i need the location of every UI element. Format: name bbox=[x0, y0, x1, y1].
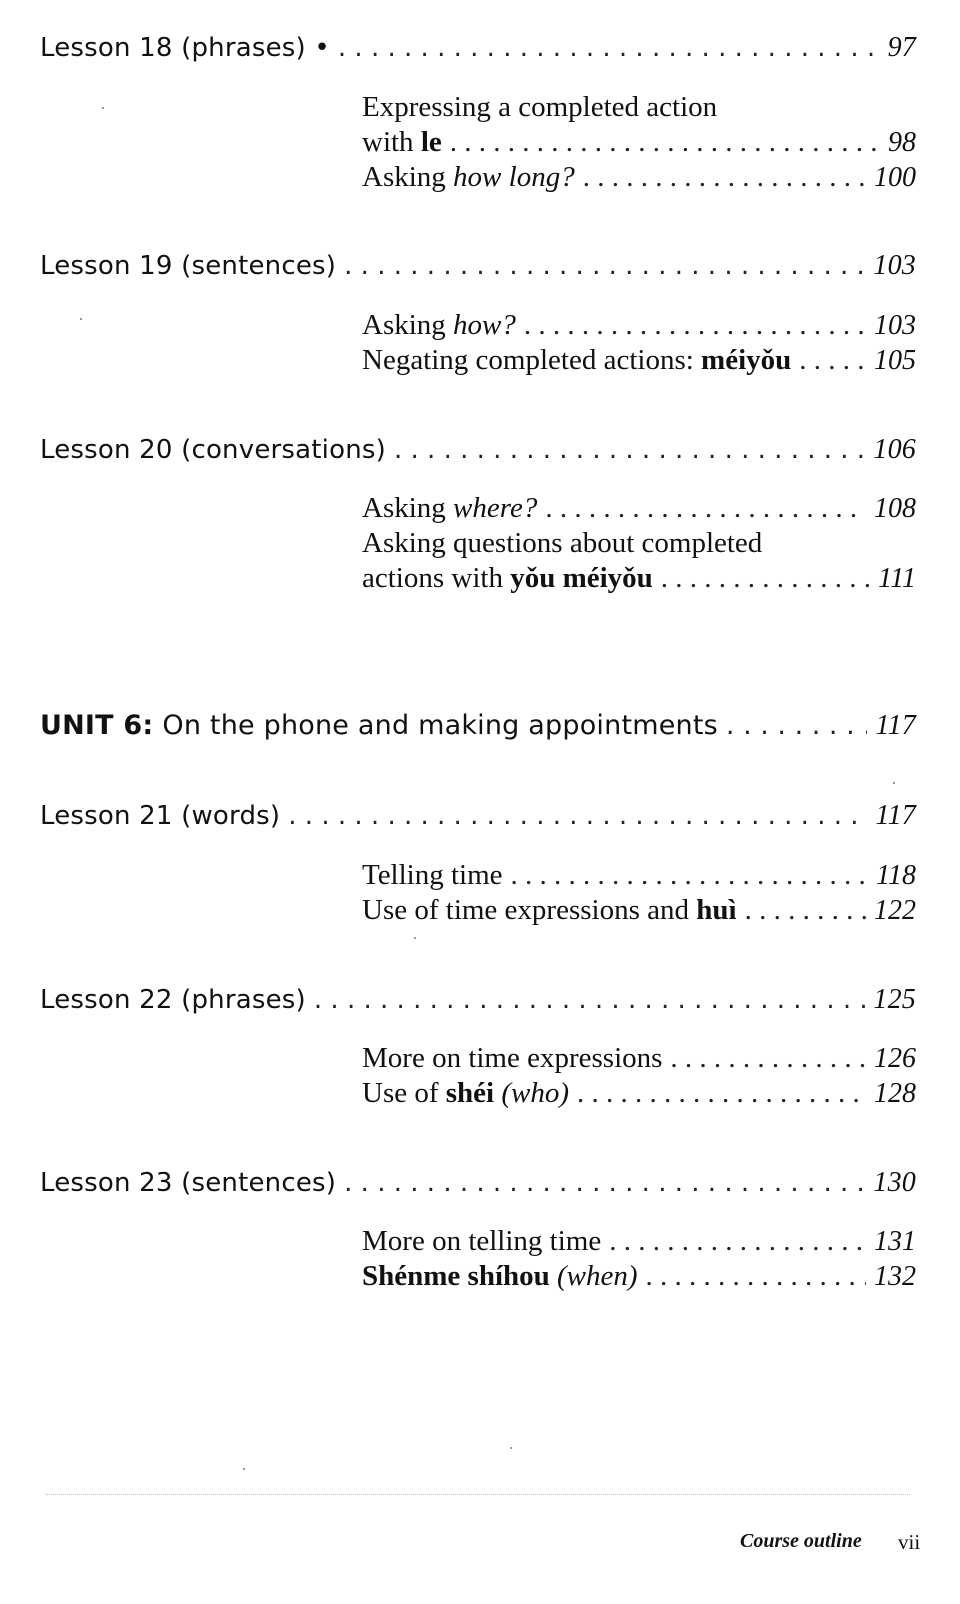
entry-text-pre: Use of bbox=[362, 1077, 446, 1109]
entry-text-bold: yǒu méiyǒu bbox=[510, 562, 653, 594]
entry-text: More on telling time bbox=[362, 1225, 602, 1257]
toc-entry-lesson-21[interactable] bbox=[40, 800, 916, 832]
toc-subentry-more-telling-time[interactable] bbox=[362, 1225, 916, 1258]
entry-text bbox=[362, 126, 442, 159]
page-number: 126 bbox=[874, 1043, 916, 1074]
unit-title: On the phone and making appointments bbox=[162, 710, 718, 741]
dot-leader bbox=[609, 1225, 866, 1258]
footer-rule bbox=[46, 1494, 910, 1495]
page-number: 103 bbox=[873, 250, 916, 281]
toc-subentry-line bbox=[362, 527, 916, 560]
entry-text bbox=[362, 1077, 569, 1110]
toc-subentry-where[interactable] bbox=[362, 492, 916, 525]
page-number: 131 bbox=[874, 1226, 916, 1257]
scan-speck bbox=[102, 107, 104, 109]
dot-leader bbox=[545, 492, 866, 525]
entry-label: Lesson 23 (sentences) bbox=[40, 1168, 337, 1198]
dot-leader bbox=[646, 1260, 866, 1293]
page-number: 128 bbox=[874, 1078, 916, 1109]
entry-text-italic: how long? bbox=[453, 161, 575, 193]
toc-subentry-how-long[interactable] bbox=[362, 161, 916, 194]
dot-leader bbox=[524, 309, 866, 342]
entry-label: Lesson 21 (words) bbox=[40, 801, 281, 831]
dot-leader bbox=[394, 435, 865, 465]
entry-text-bold: huì bbox=[696, 894, 737, 926]
dot-leader bbox=[344, 251, 865, 281]
toc-subentry-shei-who[interactable] bbox=[362, 1077, 916, 1110]
toc-subentry-more-time-expressions[interactable] bbox=[362, 1042, 916, 1075]
toc-entry-lesson-20[interactable] bbox=[40, 434, 916, 466]
entry-text-italic: (when) bbox=[557, 1260, 638, 1292]
entry-label: Lesson 19 (sentences) bbox=[40, 251, 337, 281]
page-number: 106 bbox=[873, 434, 916, 465]
entry-label: Lesson 18 (phrases) • bbox=[40, 33, 330, 63]
toc-subentry-how[interactable] bbox=[362, 309, 916, 342]
page-number: 100 bbox=[874, 162, 916, 193]
entry-text bbox=[362, 562, 653, 595]
page-number: 125 bbox=[873, 984, 916, 1015]
dot-leader bbox=[577, 1077, 866, 1110]
toc-entry-lesson-23[interactable] bbox=[40, 1167, 916, 1199]
entry-text bbox=[362, 1260, 638, 1293]
scan-speck bbox=[80, 318, 82, 320]
entry-text: Telling time bbox=[362, 859, 503, 891]
dot-leader bbox=[511, 859, 869, 892]
entry-text-pre: Negating completed actions: bbox=[362, 344, 702, 376]
entry-text: Asking questions about completed bbox=[362, 527, 763, 559]
scan-speck bbox=[243, 1468, 245, 1470]
dot-leader bbox=[726, 710, 868, 741]
footer-title: Course outline bbox=[740, 1530, 862, 1552]
scan-speck bbox=[510, 1447, 512, 1449]
toc-subentry-completed-action-le[interactable] bbox=[362, 126, 916, 159]
dot-leader bbox=[288, 801, 867, 831]
entry-text-pre: Use of time expressions and bbox=[362, 894, 697, 926]
toc-subentry-time-expressions-hui[interactable] bbox=[362, 894, 916, 927]
toc-entry-lesson-22[interactable] bbox=[40, 984, 916, 1016]
entry-text-italic: (who) bbox=[501, 1077, 570, 1109]
toc-entry-unit-6[interactable] bbox=[40, 710, 916, 742]
entry-label: Lesson 22 (phrases) bbox=[40, 985, 306, 1015]
entry-text-pre: with bbox=[362, 126, 421, 158]
dot-leader bbox=[450, 126, 880, 159]
page-number: 108 bbox=[874, 493, 916, 524]
entry-text-bold: shéi bbox=[445, 1077, 495, 1109]
entry-text-italic: where? bbox=[453, 492, 538, 524]
entry-text: More on time expressions bbox=[362, 1042, 663, 1074]
page-number: 132 bbox=[874, 1261, 916, 1292]
page-number: 117 bbox=[875, 800, 916, 831]
page-number: 98 bbox=[888, 127, 916, 158]
page-number: 111 bbox=[878, 563, 916, 594]
toc-subentry-negating-meiyou[interactable] bbox=[362, 344, 916, 377]
entry-text: Expressing a completed action bbox=[362, 91, 718, 123]
dot-leader bbox=[661, 562, 870, 595]
entry-text-pre: actions with bbox=[362, 562, 511, 594]
page-number: 103 bbox=[874, 310, 916, 341]
toc-entry-lesson-19[interactable] bbox=[40, 250, 916, 282]
dot-leader bbox=[314, 985, 865, 1015]
page-number: 130 bbox=[873, 1167, 916, 1198]
page-number: 105 bbox=[874, 345, 916, 376]
entry-text-bold: le bbox=[420, 126, 442, 158]
dot-leader bbox=[344, 1168, 865, 1198]
dot-leader bbox=[670, 1042, 866, 1075]
entry-text bbox=[362, 492, 537, 525]
dot-leader bbox=[583, 161, 866, 194]
toc-entry-lesson-18[interactable] bbox=[40, 32, 916, 64]
scan-speck bbox=[414, 937, 416, 939]
entry-text-pre: Asking bbox=[362, 309, 454, 341]
dot-leader bbox=[338, 33, 880, 63]
entry-label: Lesson 20 (conversations) bbox=[40, 435, 386, 465]
entry-text-bold: méiyǒu bbox=[701, 344, 792, 376]
entry-text-pre: Asking bbox=[362, 492, 454, 524]
page-number: 97 bbox=[887, 32, 916, 63]
page-number: 122 bbox=[874, 895, 916, 926]
entry-text-pre: Asking bbox=[362, 161, 454, 193]
entry-text-bold: Shénme shíhou bbox=[362, 1260, 550, 1292]
page-number: 118 bbox=[876, 860, 916, 891]
entry-text bbox=[362, 344, 791, 377]
toc-subentry-telling-time[interactable] bbox=[362, 859, 916, 892]
scan-speck bbox=[893, 782, 895, 784]
toc-subentry-shenme-shihou[interactable] bbox=[362, 1260, 916, 1293]
dot-leader bbox=[745, 894, 866, 927]
entry-text-italic: how? bbox=[453, 309, 516, 341]
toc-subentry-you-meiyou[interactable] bbox=[362, 562, 916, 595]
dot-leader bbox=[799, 344, 866, 377]
entry-text bbox=[362, 894, 737, 927]
entry-text bbox=[362, 309, 516, 342]
page-number: 117 bbox=[875, 710, 916, 741]
footer-page-number: vii bbox=[898, 1530, 921, 1554]
entry-text bbox=[362, 161, 575, 194]
toc-subentry-line bbox=[362, 91, 916, 124]
unit-label: UNIT 6: bbox=[40, 710, 154, 741]
